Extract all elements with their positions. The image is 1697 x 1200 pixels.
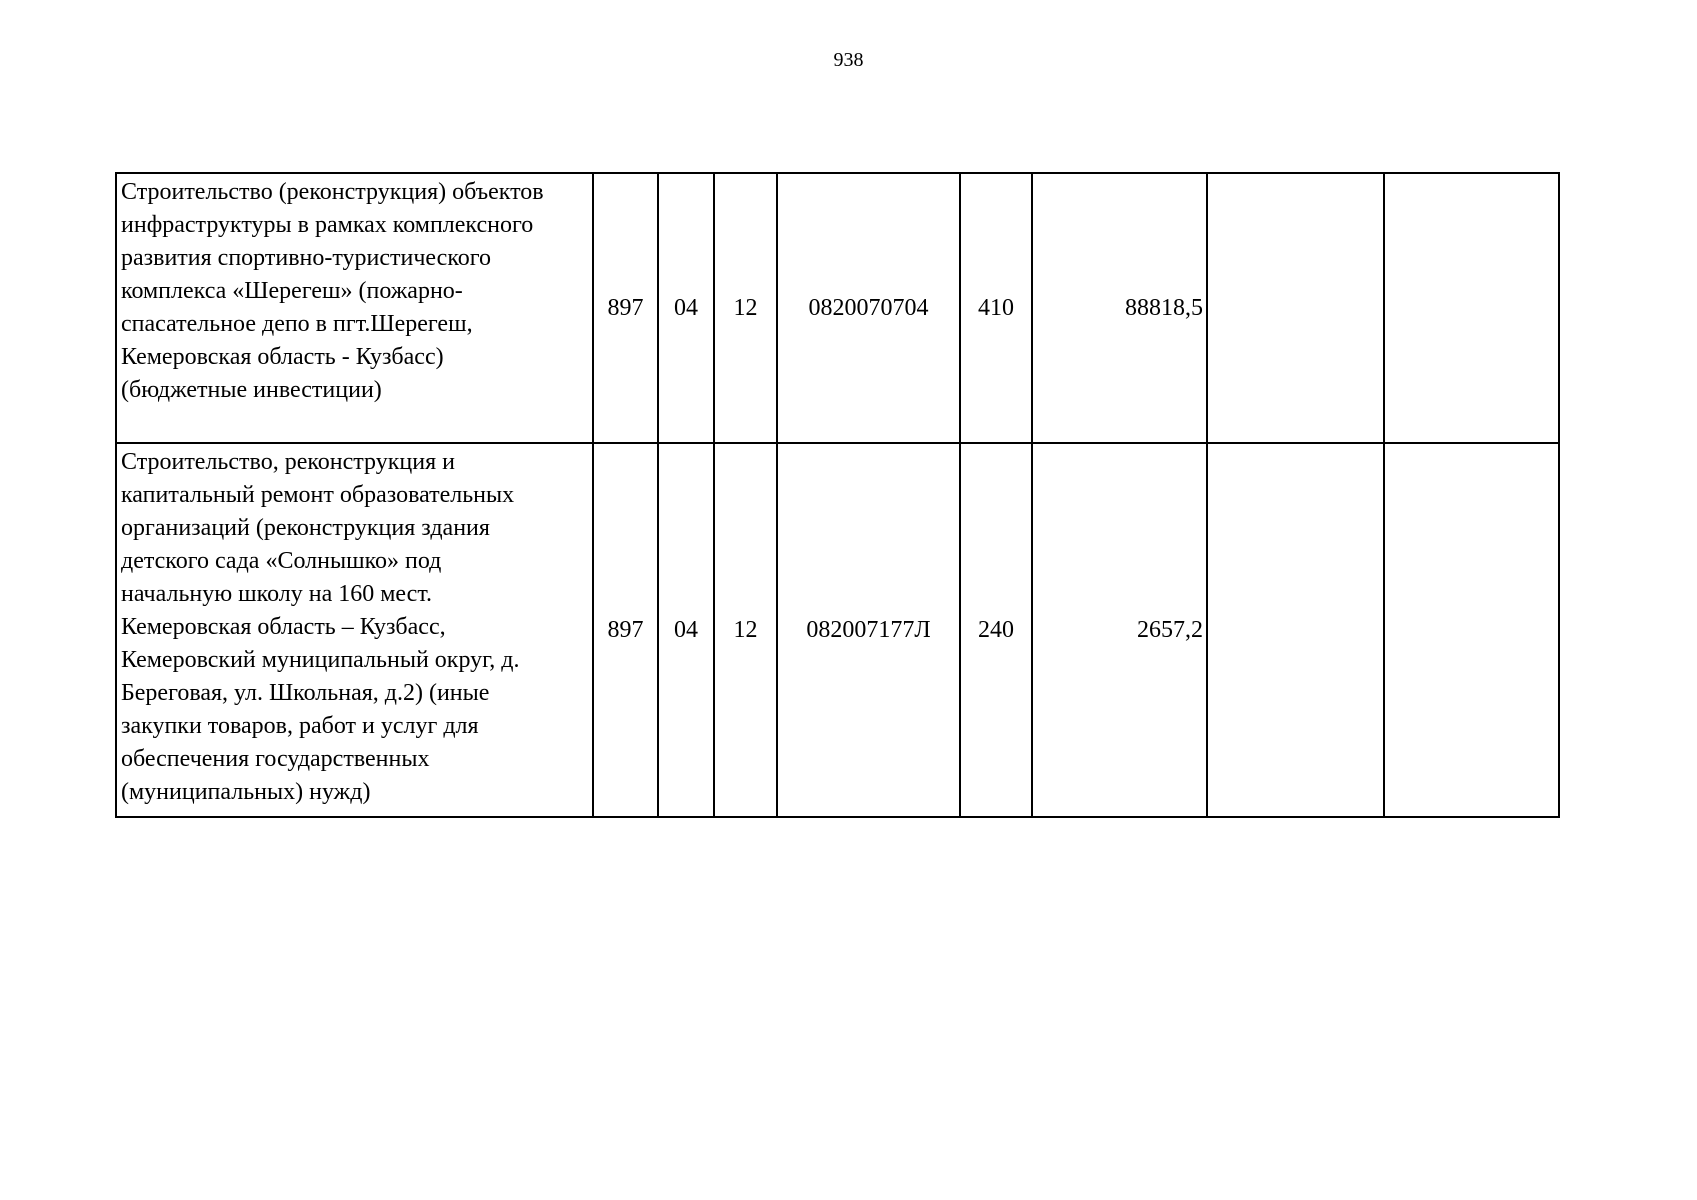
table-row — [116, 443, 1559, 817]
amount-cell — [1384, 443, 1559, 817]
amount-cell — [1207, 443, 1384, 817]
description-line: инфраструктуры в рамках комплексного — [121, 212, 534, 238]
target-article-cell: 082007177Л — [777, 443, 960, 817]
description-line: Береговая, ул. Школьная, д.2) (иные — [121, 680, 490, 706]
description-line: (муниципальных) нужд) — [121, 779, 371, 805]
description-line: Строительство, реконструкция и — [121, 449, 455, 475]
description-cell — [116, 173, 593, 443]
description-line: детского сада «Солнышко» под — [121, 548, 442, 574]
page-number: 938 — [833, 49, 864, 71]
amount-cell — [1384, 173, 1559, 443]
table-row — [116, 173, 1559, 443]
description-line: спасательное депо в пгт.Шерегеш, — [121, 311, 473, 337]
description-line: начальную школу на 160 мест. — [121, 581, 433, 607]
description-line: закупки товаров, работ и услуг для — [121, 713, 479, 739]
description-line: обеспечения государственных — [121, 746, 430, 772]
amount-cell — [1207, 173, 1384, 443]
subsection-code-cell: 12 — [714, 173, 777, 443]
budget-table — [115, 172, 1560, 818]
target-article-cell: 0820070704 — [777, 173, 960, 443]
description-cell — [116, 443, 593, 817]
description-line: (бюджетные инвестиции) — [121, 377, 382, 403]
description-line: комплекса «Шерегеш» (пожарно- — [121, 278, 463, 304]
expense-type-cell: 410 — [960, 173, 1032, 443]
section-code-cell: 04 — [658, 173, 714, 443]
description-line: Кемеровский муниципальный округ, д. — [121, 647, 520, 673]
description-line: Кемеровская область - Кузбасс) — [121, 344, 444, 370]
description-line: Строительство (реконструкция) объектов — [121, 179, 544, 205]
section-code-cell: 04 — [658, 443, 714, 817]
ministry-code-cell: 897 — [593, 173, 658, 443]
ministry-code-cell: 897 — [593, 443, 658, 817]
description-line: Кемеровская область – Кузбасс, — [121, 614, 446, 640]
description-line: организаций (реконструкция здания — [121, 515, 490, 541]
amount-cell: 88818,5 — [1032, 173, 1207, 443]
expense-type-cell: 240 — [960, 443, 1032, 817]
description-line: развития спортивно-туристического — [121, 245, 492, 271]
amount-cell: 2657,2 — [1032, 443, 1207, 817]
subsection-code-cell: 12 — [714, 443, 777, 817]
description-line: капитальный ремонт образовательных — [121, 482, 515, 508]
